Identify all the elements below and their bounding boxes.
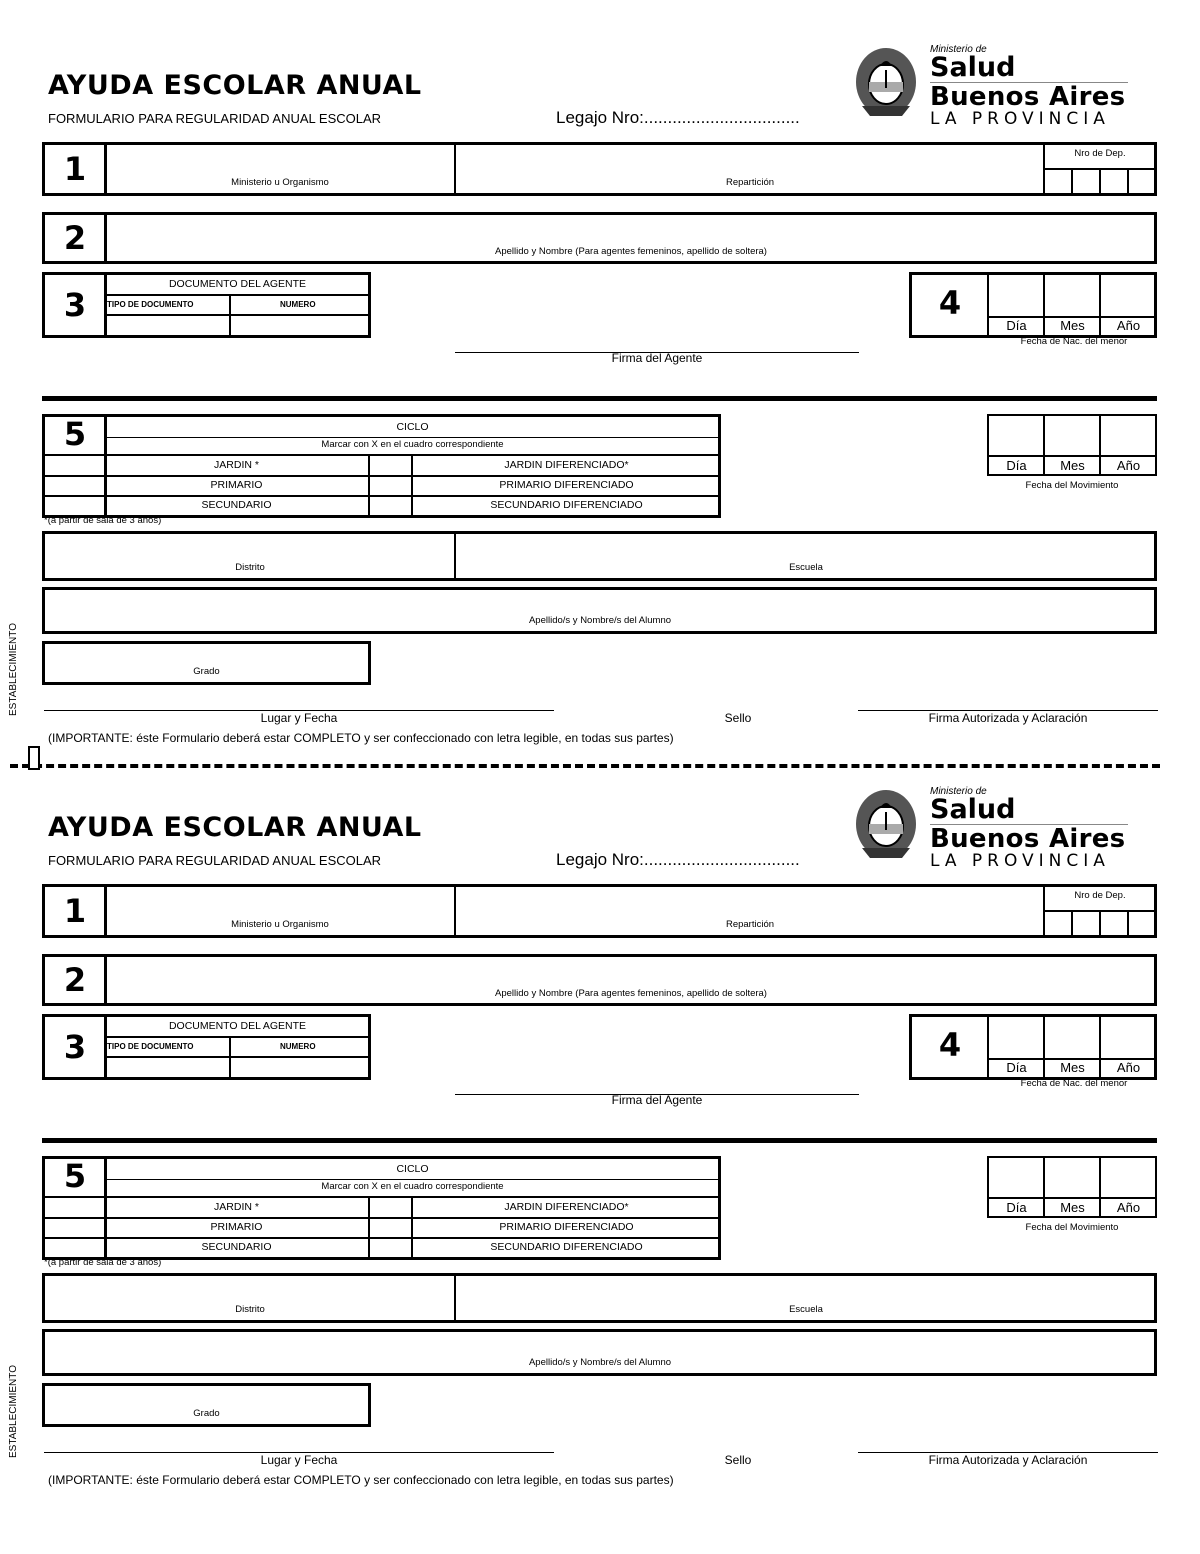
mov-mes-field[interactable] <box>1045 416 1098 454</box>
ciclo-checkbox-primario-diferenciado[interactable] <box>370 477 410 494</box>
lugar-fecha-field[interactable] <box>44 1432 554 1452</box>
sello-label: Sello <box>724 1453 752 1467</box>
distrito-label: Distrito <box>235 562 265 573</box>
ciclo-checkbox-jardin[interactable] <box>44 456 103 474</box>
escuela-label: Escuela <box>789 562 823 573</box>
firma-agente-label: Firma del Agente <box>611 1093 703 1107</box>
form-subtitle: FORMULARIO PARA REGULARIDAD ANUAL ESCOLAR <box>48 853 382 868</box>
dia-field[interactable] <box>989 275 1042 315</box>
dia-field[interactable] <box>989 1017 1042 1057</box>
firma-autorizada-field[interactable] <box>858 690 1158 710</box>
firma-autorizada-label: Firma Autorizada y Aclaración <box>928 1453 1088 1467</box>
mes-field[interactable] <box>1045 1017 1098 1057</box>
ministerio-label: Ministerio u Organismo <box>231 177 329 188</box>
ciclo-checkbox-jardin[interactable] <box>44 1198 103 1216</box>
section-number: 3 <box>63 1028 87 1066</box>
mov-mes-label: Mes <box>1060 458 1085 473</box>
coat-of-arms-icon <box>852 786 920 862</box>
section-number: 1 <box>63 150 87 188</box>
ciclo-checkbox-secundario[interactable] <box>44 497 103 515</box>
fecha-movimiento-label: Fecha del Movimiento <box>1025 1222 1119 1233</box>
ciclo-option-label: SECUNDARIO <box>201 499 272 511</box>
logo-buenos-aires-text: Buenos Aires <box>930 824 1126 854</box>
ciclo-footnote: *(a partir de sala de 3 años) <box>44 515 162 526</box>
dia-label: Día <box>1006 318 1027 333</box>
lugar-fecha-field[interactable] <box>44 690 554 710</box>
ciclo-instruction: Marcar con X en el cuadro correspondiente <box>321 439 504 450</box>
grado-label: Grado <box>193 1408 220 1419</box>
section-divider <box>42 396 1157 401</box>
mov-dia-field[interactable] <box>989 416 1042 454</box>
mov-anio-label: Año <box>1116 458 1141 473</box>
reparticion-field[interactable] <box>456 887 1042 935</box>
ciclo-option-label: PRIMARIO <box>210 479 263 491</box>
logo-ministerio-text: Ministerio de <box>930 786 987 797</box>
ciclo-title: CICLO <box>396 421 429 433</box>
mes-label: Mes <box>1060 318 1085 333</box>
tipo-documento-label: TIPO DE DOCUMENTO <box>107 300 194 309</box>
mov-anio-field[interactable] <box>1101 416 1154 454</box>
sello-label: Sello <box>724 711 752 725</box>
logo-salud-text: Salud <box>930 52 1016 83</box>
lugar-fecha-label: Lugar y Fecha <box>260 1453 338 1467</box>
importante-note: (IMPORTANTE: éste Formulario deberá estar COMPLETO y ser confeccionado con letra legible, en todas sus partes) <box>48 731 674 745</box>
tipo-documento-field[interactable] <box>106 1058 228 1078</box>
form-title: AYUDA ESCOLAR ANUAL <box>48 70 422 101</box>
section-number: 4 <box>938 284 962 322</box>
logo-buenos-aires-text: Buenos Aires <box>930 82 1126 112</box>
ciclo-instruction: Marcar con X en el cuadro correspondiente <box>321 1181 504 1192</box>
mov-anio-label: Año <box>1116 1200 1141 1215</box>
alumno-label: Apellido/s y Nombre/s del Alumno <box>528 615 672 626</box>
dia-label: Día <box>1006 1060 1027 1075</box>
section-number: 3 <box>63 286 87 324</box>
escuela-field[interactable] <box>456 1276 1154 1320</box>
ministerio-field[interactable] <box>106 145 454 193</box>
tipo-documento-label: TIPO DE DOCUMENTO <box>107 1042 194 1051</box>
ciclo-checkbox-secundario[interactable] <box>44 1239 103 1257</box>
establecimiento-side-label: ESTABLECIMIENTO <box>8 623 19 716</box>
ciclo-option-label: JARDIN * <box>214 1201 259 1213</box>
section-number: 5 <box>63 415 87 453</box>
form-copy-2 <box>0 742 1200 1502</box>
mes-label: Mes <box>1060 1060 1085 1075</box>
logo-salud-text: Salud <box>930 794 1016 825</box>
mov-dia-label: Día <box>1006 1200 1027 1215</box>
mov-dia-label: Día <box>1006 458 1027 473</box>
lugar-fecha-label: Lugar y Fecha <box>260 711 338 725</box>
anio-field[interactable] <box>1101 1017 1154 1057</box>
numero-documento-field[interactable] <box>231 316 369 336</box>
reparticion-field[interactable] <box>456 145 1042 193</box>
apellido-nombre-label: Apellido y Nombre (Para agentes femeninos, apellido de soltera) <box>495 988 767 999</box>
numero-label: NUMERO <box>280 300 316 309</box>
escuela-label: Escuela <box>789 1304 823 1315</box>
ciclo-checkbox-jardin-diferenciado[interactable] <box>370 1198 410 1216</box>
documento-title: DOCUMENTO DEL AGENTE <box>168 1020 307 1032</box>
section-number: 4 <box>938 1026 962 1064</box>
firma-agente-field[interactable] <box>455 1042 859 1094</box>
reparticion-label: Repartición <box>725 177 775 188</box>
ciclo-option-label: SECUNDARIO <box>201 1241 272 1253</box>
mov-anio-field[interactable] <box>1101 1158 1154 1196</box>
firma-agente-label: Firma del Agente <box>611 351 703 365</box>
ciclo-checkbox-jardin-diferenciado[interactable] <box>370 456 410 474</box>
ciclo-option-label: JARDIN DIFERENCIADO* <box>504 1201 629 1213</box>
fecha-nac-label: Fecha de Nac. del menor <box>1020 1078 1128 1089</box>
form-copy-1 <box>0 0 1200 760</box>
apellido-nombre-field[interactable] <box>107 957 1153 1003</box>
form-subtitle: FORMULARIO PARA REGULARIDAD ANUAL ESCOLAR <box>48 111 382 126</box>
ciclo-option-label: JARDIN * <box>214 459 259 471</box>
form-title: AYUDA ESCOLAR ANUAL <box>48 812 422 843</box>
mov-mes-label: Mes <box>1060 1200 1085 1215</box>
ciclo-checkbox-primario[interactable] <box>44 1219 103 1236</box>
ciclo-checkbox-primario-diferenciado[interactable] <box>370 1219 410 1236</box>
documento-title: DOCUMENTO DEL AGENTE <box>168 278 307 290</box>
ciclo-option-label: PRIMARIO DIFERENCIADO <box>499 1221 634 1233</box>
reparticion-label: Repartición <box>725 919 775 930</box>
legajo-field[interactable]: Legajo Nro:................................. <box>556 850 800 869</box>
ministerio-field[interactable] <box>106 887 454 935</box>
alumno-label: Apellido/s y Nombre/s del Alumno <box>528 1357 672 1368</box>
numero-label: NUMERO <box>280 1042 316 1051</box>
logo-provincia-text: LA PROVINCIA <box>930 851 1110 871</box>
ministerio-label: Ministerio u Organismo <box>231 919 329 930</box>
alumno-field[interactable] <box>45 1332 1154 1373</box>
fecha-movimiento-label: Fecha del Movimiento <box>1025 480 1119 491</box>
section-number: 1 <box>63 892 87 930</box>
fecha-nac-label: Fecha de Nac. del menor <box>1020 336 1128 347</box>
grado-field[interactable] <box>45 1386 368 1424</box>
mov-mes-field[interactable] <box>1045 1158 1098 1196</box>
coat-of-arms-icon <box>852 44 920 120</box>
nro-dep-label: Nro de Dep. <box>1074 890 1126 901</box>
ministerio-logo <box>930 786 1140 870</box>
mes-field[interactable] <box>1045 275 1098 315</box>
firma-autorizada-field[interactable] <box>858 1432 1158 1452</box>
legajo-field[interactable]: Legajo Nro:................................. <box>556 108 800 127</box>
ministerio-logo <box>930 44 1140 128</box>
section-number: 2 <box>63 219 87 257</box>
escuela-field[interactable] <box>456 534 1154 578</box>
ciclo-option-label: PRIMARIO <box>210 1221 263 1233</box>
distrito-field[interactable] <box>45 1276 453 1320</box>
anio-label: Año <box>1116 318 1141 333</box>
ciclo-checkbox-primario[interactable] <box>44 477 103 494</box>
numero-documento-field[interactable] <box>231 1058 369 1078</box>
tipo-documento-field[interactable] <box>106 316 228 336</box>
grado-label: Grado <box>193 666 220 677</box>
section-number: 5 <box>63 1157 87 1195</box>
anio-label: Año <box>1116 1060 1141 1075</box>
section-number: 2 <box>63 961 87 999</box>
apellido-nombre-label: Apellido y Nombre (Para agentes femeninos, apellido de soltera) <box>495 246 767 257</box>
anio-field[interactable] <box>1101 275 1154 315</box>
ciclo-option-label: PRIMARIO DIFERENCIADO <box>499 479 634 491</box>
ciclo-checkbox-secundario-diferenciado[interactable] <box>370 497 410 515</box>
section-divider <box>42 1138 1157 1143</box>
ciclo-option-label: JARDIN DIFERENCIADO* <box>504 459 629 471</box>
firma-autorizada-label: Firma Autorizada y Aclaración <box>928 711 1088 725</box>
distrito-label: Distrito <box>235 1304 265 1315</box>
ciclo-checkbox-secundario-diferenciado[interactable] <box>370 1239 410 1257</box>
ciclo-option-label: SECUNDARIO DIFERENCIADO <box>490 499 643 511</box>
ciclo-footnote: *(a partir de sala de 3 años) <box>44 1257 162 1268</box>
mov-dia-field[interactable] <box>989 1158 1042 1196</box>
ciclo-title: CICLO <box>396 1163 429 1175</box>
logo-ministerio-text: Ministerio de <box>930 44 987 55</box>
nro-dep-label: Nro de Dep. <box>1074 148 1126 159</box>
alumno-field[interactable] <box>45 590 1154 631</box>
firma-agente-field[interactable] <box>455 300 859 352</box>
importante-note: (IMPORTANTE: éste Formulario deberá estar COMPLETO y ser confeccionado con letra legible, en todas sus partes) <box>48 1473 674 1487</box>
establecimiento-side-label: ESTABLECIMIENTO <box>8 1365 19 1458</box>
logo-provincia-text: LA PROVINCIA <box>930 109 1110 129</box>
grado-field[interactable] <box>45 644 368 682</box>
apellido-nombre-field[interactable] <box>107 215 1153 261</box>
distrito-field[interactable] <box>45 534 453 578</box>
ciclo-option-label: SECUNDARIO DIFERENCIADO <box>490 1241 643 1253</box>
